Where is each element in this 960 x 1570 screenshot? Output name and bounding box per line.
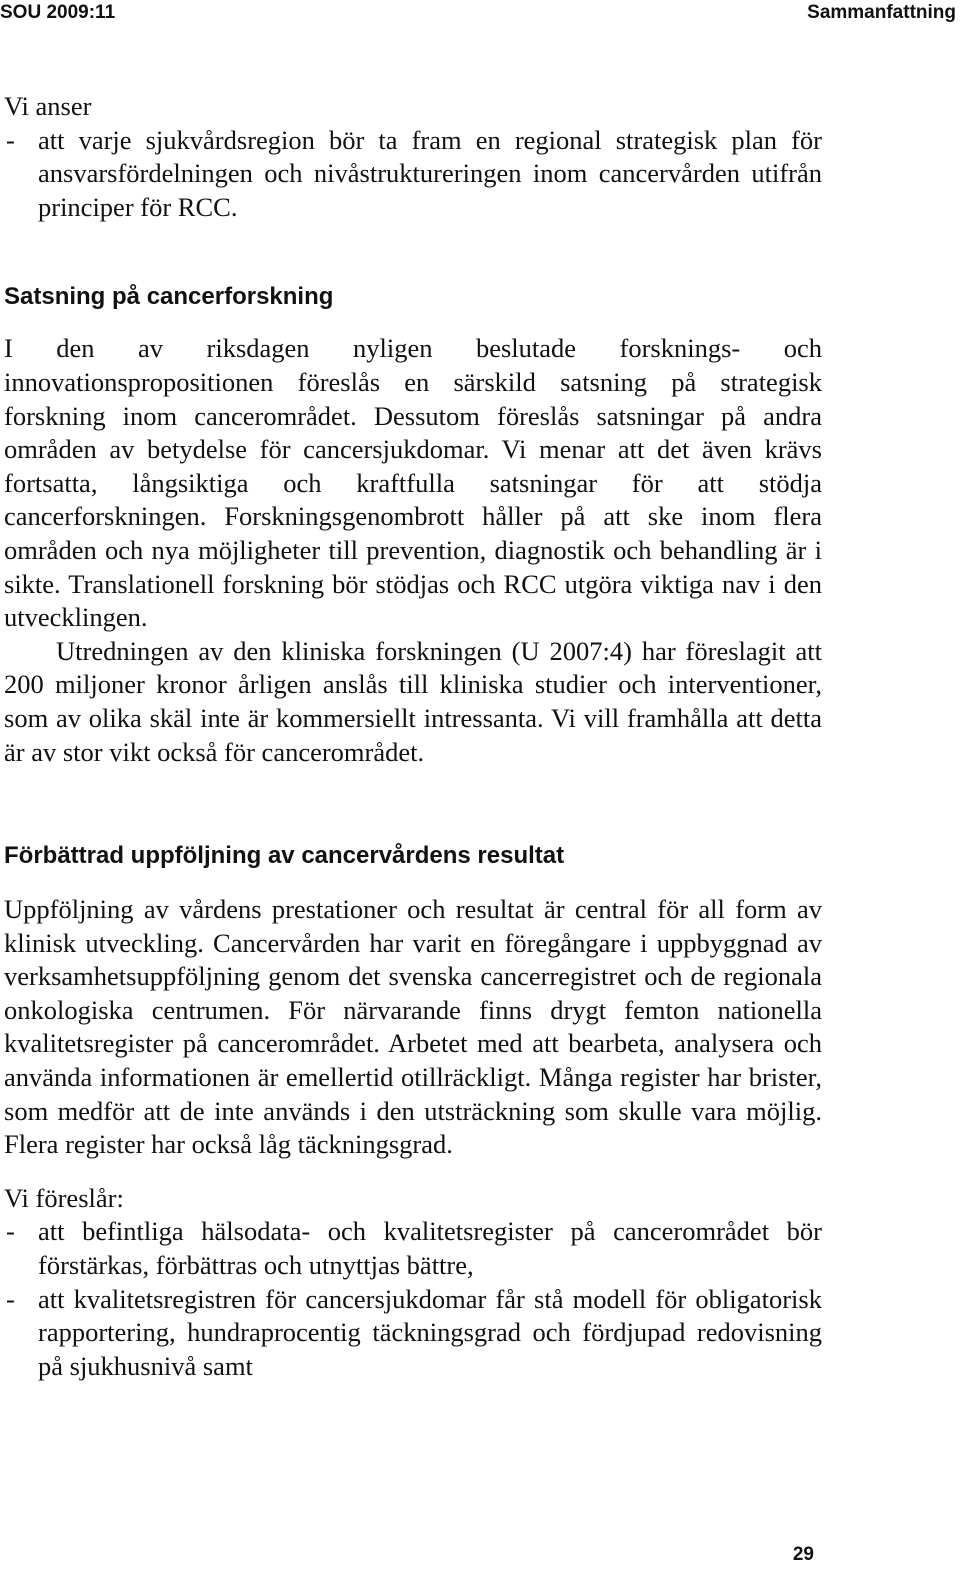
- paragraph: Uppföljning av vårdens prestationer och resultat är central för all form av klinisk utveckling. Cancervården har varit en föregångare i uppbyggnad av verksamhetsuppföljning genom det svenska cancerregistret och de regionala onkologiska centrumen. För närvarande finns drygt femton nationella kvalitetsregister på cancerområdet. Arbetet med att bearbeta, analysera och använda informationen är emellertid otillräckligt. Många register har brister, som medför att de inte används i den utsträckning som skulle vara möjlig. Flera register har också låg täckningsgrad.: [4, 894, 822, 1160]
- header-document-id: SOU 2009:11: [0, 2, 116, 23]
- list-item: - att kvalitetsregistren för cancersjukdomar får stå modell för obligatorisk rapportering, hundraprocentig täckningsgrad och fördjupad redovisning på sjukhusnivå samt: [4, 1283, 822, 1384]
- intro-list: [4, 124, 822, 225]
- section-heading-follow-up: Förbättrad uppföljning av cancervårdens resultat: [4, 842, 565, 870]
- header-section-title: Sammanfattning: [807, 2, 956, 23]
- intro-lead: Vi anser: [4, 91, 92, 121]
- page-number: 29: [792, 1544, 814, 1565]
- page-body: [4, 90, 822, 1383]
- running-header: [0, 2, 956, 24]
- proposals-list: [4, 1215, 822, 1383]
- list-item: - att varje sjukvårdsregion bör ta fram en regional strategisk plan för ansvarsfördelningen och nivåstruktureringen inom cancervården utifrån principer för RCC.: [4, 124, 822, 225]
- section-heading-cancer-research: Satsning på cancerforskning: [4, 283, 334, 311]
- proposals-lead: Vi föreslår:: [4, 1182, 124, 1213]
- paragraph: I den av riksdagen nyligen beslutade forsknings- och innovationspropositionen föreslås en särskild satsning på strategisk forskning inom cancerområdet. Dessutom föreslås satsningar på andra områden av betydelse för cancersjukdomar. Vi menar att det även krävs fortsatta, långsiktiga och kraftfulla satsningar för att stödja cancerforskningen. Forskningsgenombrott håller på att ske inom flera områden och nya möjligheter till prevention, diagnostik och behandling är i sikte. Translationell forskning bör stödjas och RCC utgöra viktiga nav i den utvecklingen.: [4, 333, 822, 633]
- paragraph: Utredningen av den kliniska forskningen (U 2007:4) har föreslagit att 200 miljoner kronor årligen anslås till kliniska studier och interventioner, som av olika skäl inte är kommersiellt intressanta. Vi vill framhålla att detta är av stor vikt också för cancerområdet.: [4, 635, 822, 767]
- list-item: - att befintliga hälsodata- och kvalitetsregister på cancerområdet bör förstärkas, förbättras och utnyttjas bättre,: [4, 1215, 822, 1282]
